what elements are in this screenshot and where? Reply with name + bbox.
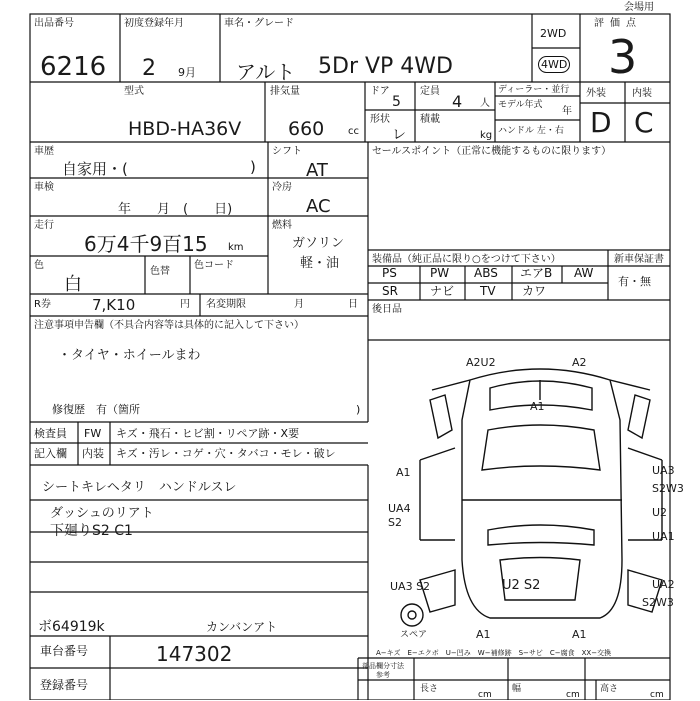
length-label: 長さ [420, 684, 439, 694]
equip-sr: SR [382, 284, 398, 298]
back-seat-label: 後日品 [372, 304, 402, 315]
lot-number: 6216 [40, 52, 107, 82]
cm-unit-2: cm [566, 690, 580, 700]
cm-unit-1: cm [478, 690, 492, 700]
model-value: HBD-HA36V [128, 118, 242, 140]
mark-1: A2U2 [466, 356, 496, 369]
interior-grade: C [634, 106, 654, 139]
history-close: ) [250, 158, 256, 176]
interior-items-label: 内装 [82, 447, 104, 460]
km-unit: km [228, 242, 244, 253]
inspector-label: 検査員 [34, 427, 67, 440]
recycle-label: R券 [34, 299, 51, 310]
shape-value: レ [392, 127, 406, 143]
equip-tv: TV [480, 284, 496, 298]
repair-close: ) [356, 403, 361, 416]
mark-14: S2W3 [642, 596, 674, 609]
fuel-diesel: 軽・油 [300, 256, 340, 271]
inspection-label: 車検 [34, 182, 54, 193]
equip-navi: ナビ [430, 284, 455, 298]
warranty-label: 新車保証書 [614, 254, 664, 265]
cc-unit: cc [348, 126, 359, 137]
color-code-label: 色コード [194, 260, 234, 271]
mark-8: S2 [388, 516, 402, 529]
interior-items: キズ・汚レ・コゲ・穴・タバコ・モレ・破レ [116, 447, 336, 460]
color-change-label: 色替 [150, 266, 170, 277]
drive-2wd: 2WD [540, 27, 567, 40]
history-value: 自家用・( [62, 160, 128, 178]
spare-label: スペア [400, 630, 428, 640]
model-year-label: モデル年式 [498, 100, 543, 110]
mark-5: UA3 [652, 464, 675, 477]
shape-label: 形状 [370, 114, 390, 125]
auction-mark: 会場用 [624, 2, 654, 13]
doors-label: ドア [370, 86, 390, 97]
bumper-note: カンバンアト [206, 620, 278, 634]
equip-ps: PS [382, 266, 397, 280]
inspection-value: 年 月 ( 日) [118, 202, 233, 217]
capacity-value: 4 [452, 92, 463, 111]
frame-value: 147302 [156, 642, 233, 666]
frame-label: 車台番号 [40, 644, 89, 658]
car-name-label: 車名・グレード [224, 18, 294, 29]
equip-leather: カワ [522, 284, 547, 298]
score-value: 3 [608, 30, 638, 84]
mark-3: A1 [530, 400, 545, 413]
mark-10: UA1 [652, 530, 675, 543]
parts-label: 部品欄分寸法 [362, 662, 404, 670]
ref-label: 参考 [376, 671, 390, 679]
shift-value: AT [306, 160, 328, 181]
cm-unit-3: cm [650, 690, 664, 700]
height-label: 高さ [600, 684, 619, 694]
mark-16: A1 [572, 628, 587, 641]
remark-line-1: シートキレヘタリ ハンドルスレ [42, 480, 237, 495]
load-label: 積載 [420, 114, 440, 125]
shift-label: シフト [272, 146, 302, 157]
mark-2: A2 [572, 356, 587, 369]
color-label: 色 [34, 260, 44, 271]
displacement-value: 660 [288, 118, 325, 140]
model-label: 型式 [124, 86, 144, 97]
ac-label: 冷房 [272, 182, 292, 193]
fuel-gasoline: ガソリン [292, 236, 345, 251]
equip-airbag: エアB [520, 266, 553, 280]
dealer-label: ディーラー・並行 [498, 85, 570, 95]
fuel-label: 燃料 [272, 220, 292, 231]
notes-value: ・タイヤ・ホイールまわ [58, 348, 201, 363]
lot-label: 出品番号 [34, 18, 74, 29]
score-label: 評価点 [594, 18, 642, 29]
reg-label: 登録番号 [40, 678, 89, 692]
mark-15: A1 [476, 628, 491, 641]
first-reg-month: 9月 [178, 66, 196, 79]
year-unit: 年 [562, 106, 572, 117]
recycle-value: 7,K10 [92, 296, 136, 314]
equipment-label: 装備品（純正品に限り○をつけて下さい） [372, 254, 561, 265]
exterior-grade: D [590, 106, 612, 139]
sales-point-label: セールスポイント（正常に機能するものに限ります） [372, 146, 612, 157]
mileage-value: 6万4千9百15 [84, 232, 208, 256]
car-name: アルト [236, 60, 296, 84]
doors-value: 5 [392, 94, 401, 110]
exterior-label: 外装 [586, 88, 606, 99]
name-change-label: 名変期限 [206, 299, 246, 310]
car-grade: 5Dr VP 4WD [318, 54, 453, 79]
fw-items: キズ・飛石・ヒビ割・リペア跡・X要 [116, 427, 300, 440]
color-value: 白 [64, 274, 82, 295]
entry-label: 記入欄 [34, 447, 67, 460]
equip-aw: AW [574, 266, 594, 280]
remark-line-2: ダッシュのリアト [50, 506, 154, 521]
history-label: 車歴 [34, 146, 54, 157]
repair-label: 修復歴 有（箇所 [52, 403, 140, 416]
mark-11: UA3 S2 [390, 580, 431, 593]
mark-4: A1 [396, 466, 411, 479]
mark-12: U2 S2 [502, 578, 541, 593]
displacement-label: 排気量 [270, 86, 300, 97]
mark-7: UA4 [388, 502, 411, 515]
damage-legend: A−キズ E−エクボ U−凹み W−補修跡 S−サビ C−腐食 XX−交換 [376, 649, 612, 657]
capacity-unit: 人 [480, 98, 490, 109]
handle-label: ハンドル 左・右 [498, 126, 564, 136]
notes-label: 注意事項申告欄（不具合内容等は具体的に記入して下さい） [34, 320, 304, 331]
ac-value: AC [306, 196, 331, 217]
drive-4wd: 4WD [538, 56, 570, 73]
width-label: 幅 [512, 684, 522, 694]
capacity-label: 定員 [420, 86, 440, 97]
first-reg-year: 2 [142, 56, 156, 81]
mark-9: U2 [652, 506, 668, 519]
mileage-label: 走行 [34, 220, 54, 231]
remark-line-3: 下廻りS2 C1 [50, 523, 133, 539]
name-change-value: 月 日 [294, 299, 366, 310]
equip-pw: PW [430, 266, 450, 280]
equip-abs: ABS [474, 266, 498, 280]
kg-unit: kg [480, 130, 493, 141]
mark-13: UA2 [652, 578, 675, 591]
yen-unit: 円 [180, 299, 190, 310]
first-reg-label: 初度登録年月 [124, 18, 184, 29]
mark-6: S2W3 [652, 482, 684, 495]
warranty-value: 有・無 [618, 275, 651, 288]
interior-label: 内装 [632, 88, 652, 99]
fw-label: FW [84, 427, 102, 440]
odometer-note: ボ64919k [38, 619, 105, 635]
